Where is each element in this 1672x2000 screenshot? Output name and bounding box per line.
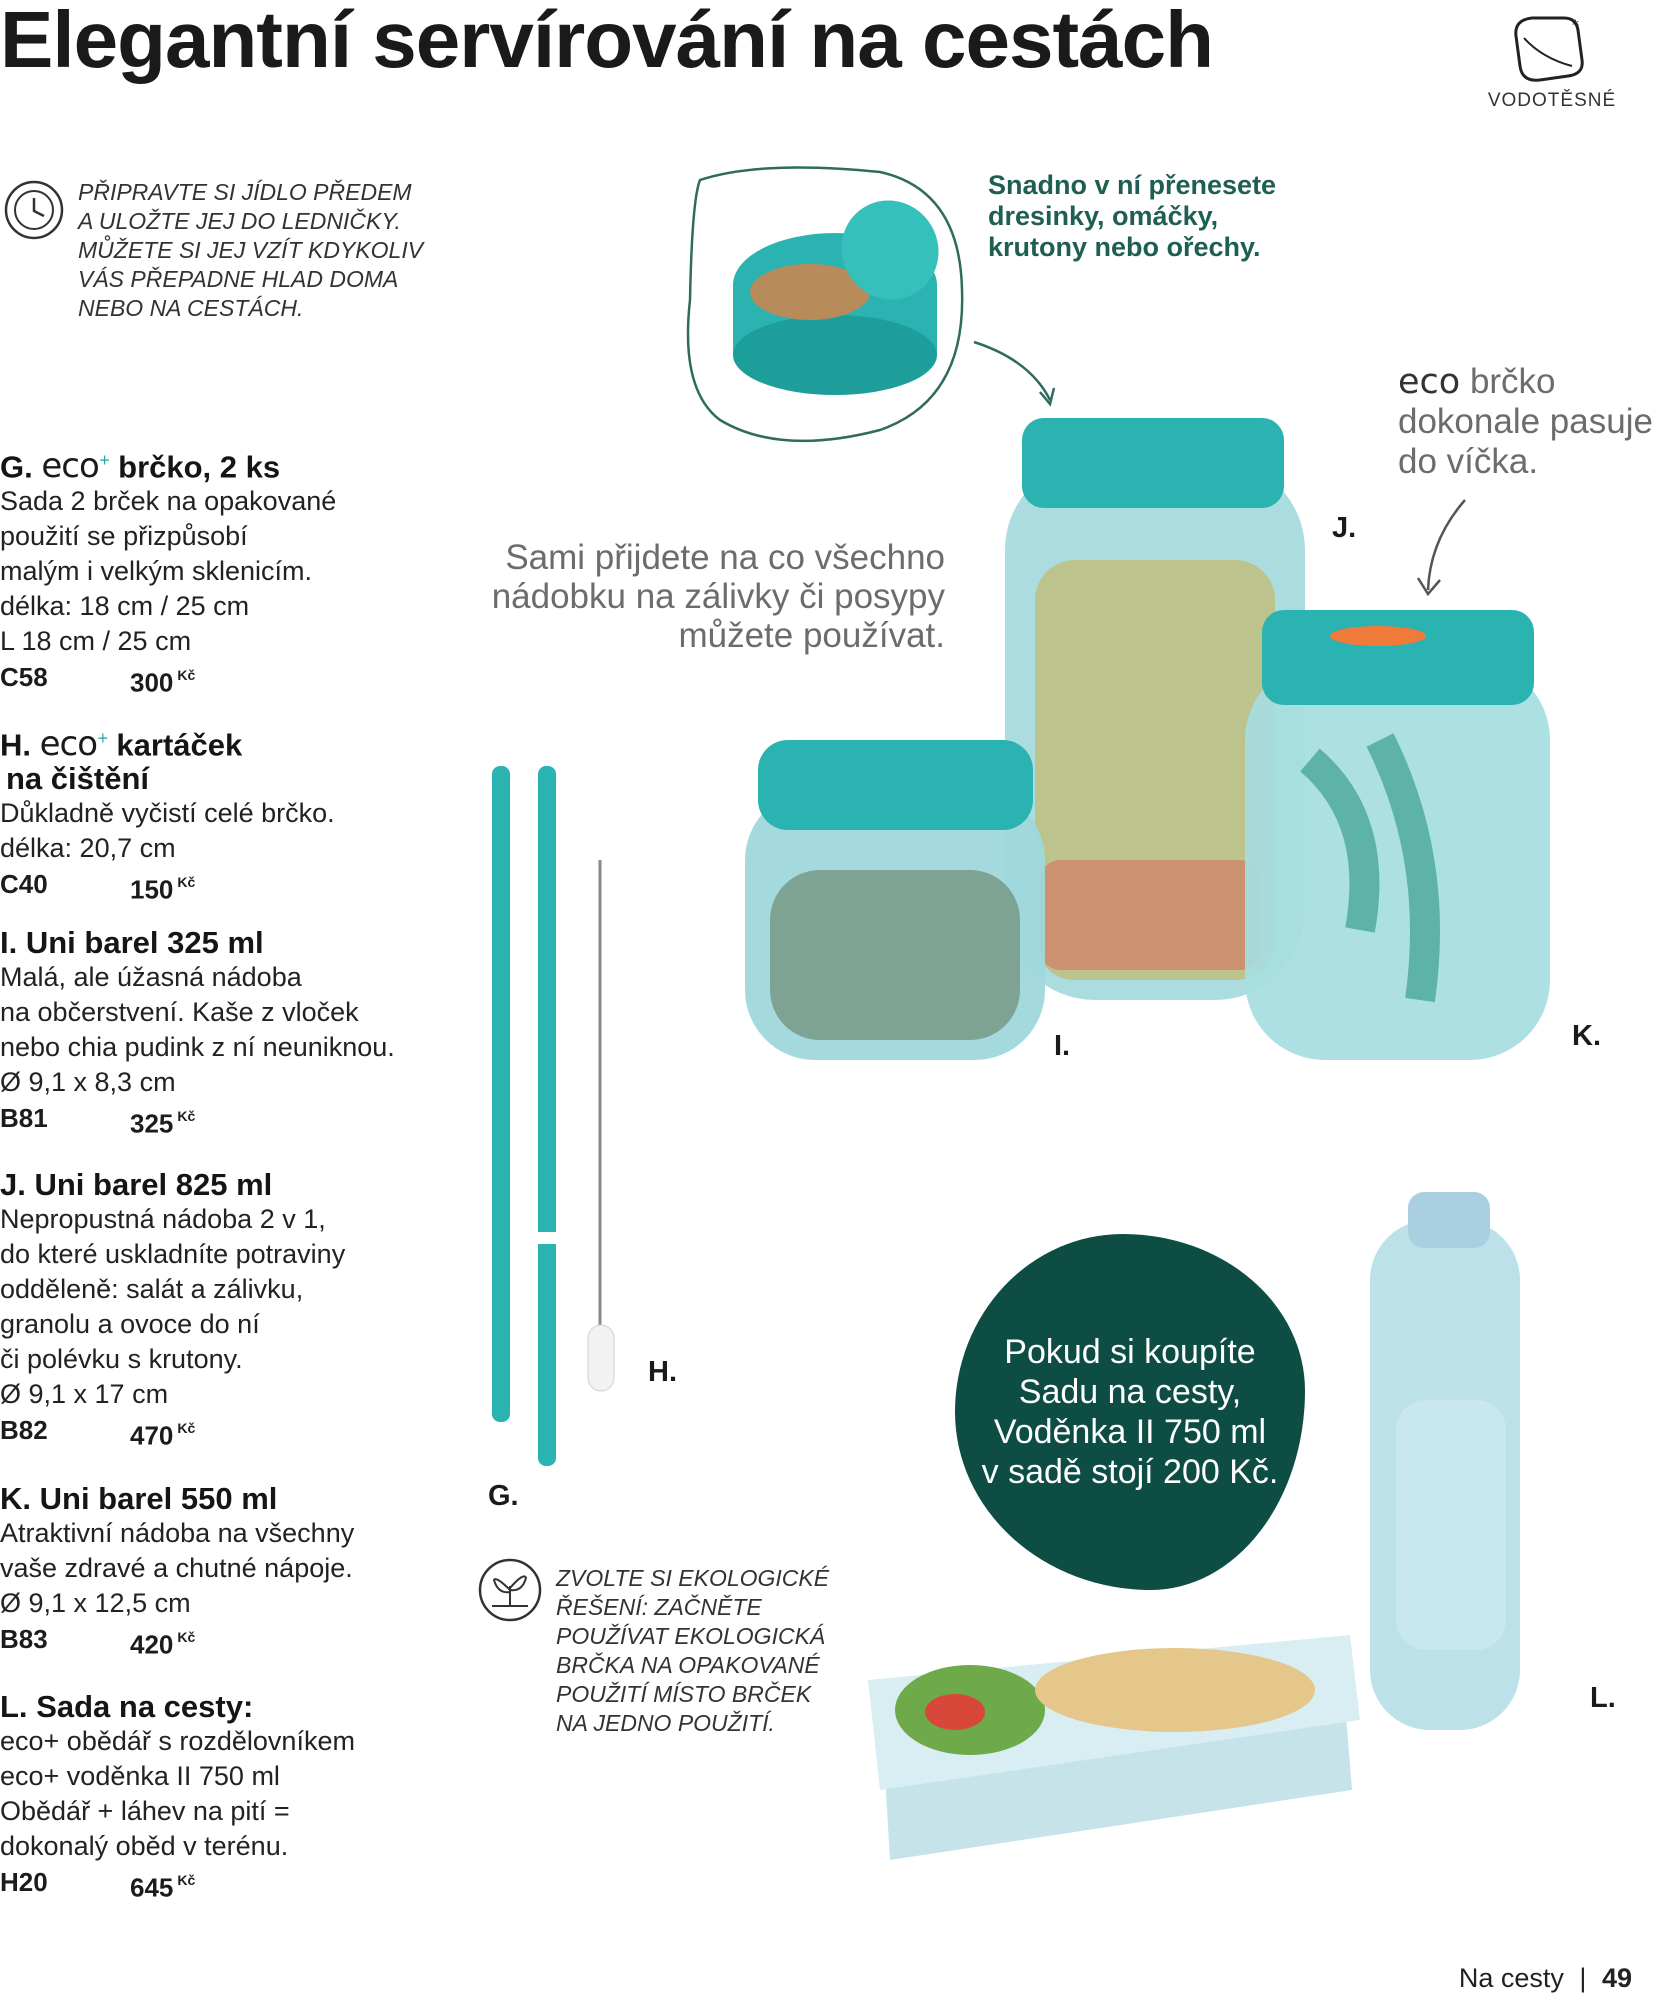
product-name: Uni barel 825 ml	[34, 1167, 273, 1202]
currency: Kč	[177, 1420, 196, 1436]
product-price: 420	[130, 1629, 174, 1660]
callout-line: nádobku na zálivky či posypy	[491, 577, 945, 616]
product-price: 300	[130, 667, 174, 698]
product-desc: eco+ voděnka II 750 ml	[0, 1761, 280, 1791]
product-code: B83	[0, 1624, 48, 1654]
product-desc: Důkladně vyčistí celé brčko.	[0, 798, 335, 829]
product-desc: Atraktivní nádoba na všechny	[0, 1518, 355, 1548]
product-desc: Obědář + láhev na pití =	[0, 1796, 290, 1826]
product-desc: délka: 18 cm / 25 cm	[0, 591, 250, 622]
tip-line: A ULOŽTE JEJ DO LEDNIČKY.	[78, 208, 401, 234]
lunchbox-l-image	[868, 1635, 1360, 1860]
tip-line: VÁS PŘEPADNE HLAD DOMA	[78, 266, 399, 292]
product-letter: H.	[0, 727, 31, 763]
tip-line: ZVOLTE SI EKOLOGICKÉ	[556, 1565, 830, 1591]
page-footer	[1459, 1963, 1632, 1994]
jar-k-image	[1245, 610, 1550, 1060]
currency: Kč	[177, 1108, 196, 1124]
currency: Kč	[177, 1872, 196, 1888]
tip-line: NA JEDNO POUŽITÍ.	[556, 1710, 775, 1736]
label-g: G.	[488, 1480, 519, 1512]
product-code: C40	[0, 869, 48, 900]
arrow-eco-straw	[1428, 500, 1465, 590]
product-letter: K.	[0, 1481, 31, 1516]
tip-line: NEBO NA CESTÁCH.	[78, 295, 304, 321]
tip-eco	[556, 1564, 886, 1738]
arrow-small-container	[974, 342, 1050, 400]
footer-section: Na cesty	[1458, 1963, 1564, 1993]
product-desc: eco+ obědář s rozdělovníkem	[0, 1726, 355, 1756]
tip-line: MŮŽETE SI JEJ VZÍT KDYKOLIV	[78, 237, 424, 263]
product-desc: Malá, ale úžasná nádoba	[0, 962, 302, 992]
callout-line: můžete používat.	[678, 616, 945, 655]
product-letter: L.	[0, 1689, 28, 1724]
label-k: K.	[1572, 1020, 1601, 1052]
label-i: I.	[1054, 1030, 1071, 1062]
currency: Kč	[177, 1629, 196, 1645]
product-code: H20	[0, 1867, 48, 1897]
product-letter: I.	[0, 925, 18, 960]
currency: Kč	[177, 874, 196, 891]
product-desc: Ø 9,1 x 12,5 cm	[0, 1588, 191, 1618]
product-price: 325	[130, 1108, 174, 1139]
product-desc: L 18 cm / 25 cm	[0, 626, 192, 657]
product-code: B82	[0, 1415, 48, 1445]
product-desc: či polévku s krutony.	[0, 1344, 243, 1374]
product-price: 645	[130, 1872, 174, 1903]
product-name: Uni barel 325 ml	[25, 925, 264, 960]
svg-text:*: *	[1572, 18, 1579, 34]
currency: Kč	[177, 667, 196, 684]
product-desc: dokonalý oběd v terénu.	[0, 1831, 289, 1861]
small-container-image	[733, 183, 957, 395]
product-h	[0, 722, 440, 908]
jar-i-image	[745, 740, 1045, 1060]
product-desc: na občerstvení. Kaše z vloček	[0, 997, 359, 1027]
waterproof-label: VODOTĚSNÉ	[1487, 90, 1617, 111]
callout-line: dresinky, omáčky,	[988, 201, 1219, 231]
product-desc: vaše zdravé a chutné nápoje.	[0, 1553, 353, 1583]
callout-line: Snadno v ní přenesete	[988, 170, 1277, 200]
page-number: 49	[1601, 1963, 1632, 1993]
product-name: kartáček	[116, 727, 243, 763]
tip-line: POUŽÍVAT EKOLOGICKÁ	[556, 1623, 826, 1649]
footer-separator: |	[1579, 1963, 1587, 1993]
product-letter: J.	[0, 1167, 26, 1202]
product-desc: Ø 9,1 x 8,3 cm	[0, 1067, 176, 1097]
product-desc: odděleně: salát a zálivku,	[0, 1274, 304, 1304]
product-letter: G.	[0, 449, 33, 485]
offer-line: Voděnka II 750 ml	[993, 1413, 1267, 1451]
product-desc: Nepropustná nádoba 2 v 1,	[0, 1204, 326, 1234]
product-l	[0, 1690, 440, 1906]
product-desc: Ø 9,1 x 17 cm	[0, 1379, 169, 1409]
product-desc: malým i velkým sklenicím.	[0, 556, 313, 587]
product-name: brčko, 2 ks	[118, 449, 281, 485]
callout-eco-straw	[1398, 362, 1672, 482]
label-j: J.	[1332, 512, 1357, 544]
callout-line: brčko	[1469, 362, 1556, 401]
product-name: Sada na cesty:	[36, 1689, 254, 1724]
product-i	[0, 926, 440, 1142]
product-g	[0, 444, 440, 701]
product-price: 150	[130, 874, 174, 905]
tip-line: BRČKA NA OPAKOVANÉ	[556, 1652, 820, 1678]
page-title: Elegantní servírování na cestách	[0, 0, 1213, 84]
callout-line: do víčka.	[1398, 442, 1539, 481]
product-desc: nebo chia pudink z ní neuniknou.	[0, 1032, 395, 1062]
label-l: L.	[1590, 1682, 1616, 1714]
product-desc: délka: 20,7 cm	[0, 833, 176, 864]
tip-line: PŘIPRAVTE SI JÍDLO PŘEDEM	[78, 179, 412, 205]
callout-line: dokonale pasuje	[1398, 402, 1653, 441]
tip-line: ŘEŠENÍ: ZAČNĚTE	[556, 1594, 762, 1620]
offer-line: Sadu na cesty,	[1018, 1373, 1242, 1411]
callout-line: krutony nebo ořechy.	[988, 232, 1261, 262]
bottle-l-image	[1370, 1192, 1520, 1730]
eco-brand-mark: eco+	[41, 446, 110, 487]
callout-jar-use	[440, 538, 945, 655]
label-h: H.	[648, 1356, 677, 1388]
offer-line: Pokud si koupíte	[1004, 1333, 1256, 1371]
callout-line: Sami přijdete na co všechno	[505, 538, 945, 577]
straws-g-image	[492, 766, 557, 1466]
tip-line: POUŽITÍ MÍSTO BRČEK	[556, 1681, 812, 1707]
product-price: 470	[130, 1420, 174, 1451]
product-k	[0, 1482, 440, 1663]
product-code: B81	[0, 1103, 48, 1133]
product-desc: použití se přizpůsobí	[0, 521, 248, 552]
product-name: na čištění	[6, 761, 149, 797]
eco-brand-mark: eco+	[39, 724, 108, 765]
product-j	[0, 1168, 440, 1454]
product-name: Uni barel 550 ml	[39, 1481, 278, 1516]
product-desc: Sada 2 brček na opakované	[0, 486, 337, 517]
product-code: C58	[0, 662, 48, 693]
offer-line: v sadě stojí 200 Kč.	[981, 1453, 1279, 1491]
brush-h-image	[588, 860, 614, 1391]
eco-leaf-icon	[480, 1560, 540, 1620]
eco-brand-mark: eco	[1398, 362, 1461, 402]
product-desc: do které uskladníte potraviny	[0, 1239, 346, 1269]
product-desc: granolu a ovoce do ní	[0, 1309, 260, 1339]
